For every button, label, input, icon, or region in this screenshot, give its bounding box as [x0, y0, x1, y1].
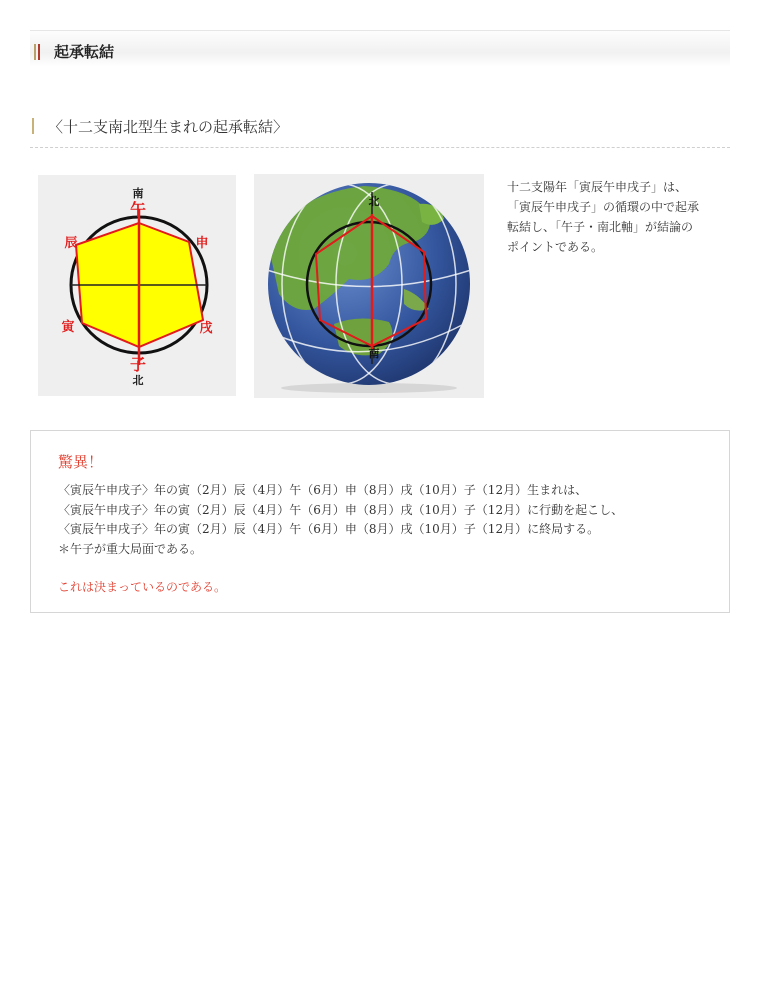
south-label: 南 — [132, 187, 144, 200]
page-title: 起承転結 — [54, 43, 115, 61]
hexagon-svg — [38, 175, 236, 396]
notice-box — [30, 430, 730, 613]
side-description — [507, 177, 727, 257]
side-text-line: ポイントである。 — [507, 240, 604, 254]
upper-right-label: 申 — [195, 236, 209, 251]
globe-north-label: 北 — [368, 195, 380, 208]
side-text-line: 転結し、「午子・南北軸」が結論の — [507, 220, 694, 234]
notice-title: 驚異！ — [58, 453, 104, 471]
header-mark-icon — [34, 44, 40, 60]
section-title: 〈十二支南北型生まれの起承転結〉 — [48, 118, 289, 136]
zodiac-hexagon-diagram — [38, 175, 236, 396]
notice-line: 〈寅辰午申戌子〉年の寅（2月）辰（4月）午（6月）申（8月）戌（10月）子（12月）生まれは、 — [58, 483, 588, 497]
side-text-line: 「寅辰午申戌子」の循環の中で起承 — [507, 200, 700, 214]
notice-line: ＊午子が重大局面である。 — [58, 541, 203, 556]
globe-svg — [254, 174, 484, 398]
lower-right-label: 戌 — [199, 321, 213, 336]
globe-image — [254, 174, 484, 398]
upper-left-label: 辰 — [64, 236, 78, 251]
top-branch-label: 午 — [129, 200, 147, 219]
section-heading — [30, 116, 730, 148]
section-mark-icon — [32, 118, 34, 134]
notice-conclusion: これは決まっているのである。 — [58, 580, 227, 594]
page-header — [30, 30, 730, 67]
bottom-branch-label: 子 — [129, 355, 147, 374]
side-text-line: 十二支陽年「寅辰午申戌子」は、 — [507, 180, 688, 194]
north-label: 北 — [132, 374, 144, 387]
notice-line: 〈寅辰午申戌子〉年の寅（2月）辰（4月）午（6月）申（8月）戌（10月）子（12月）に終局する。 — [58, 522, 600, 536]
globe-south-label: 南 — [368, 347, 380, 360]
lower-left-label: 寅 — [61, 320, 75, 335]
notice-lines — [58, 481, 623, 559]
notice-line: 〈寅辰午申戌子〉年の寅（2月）辰（4月）午（6月）申（8月）戌（10月）子（12月）に行動を起こし、 — [58, 502, 624, 517]
